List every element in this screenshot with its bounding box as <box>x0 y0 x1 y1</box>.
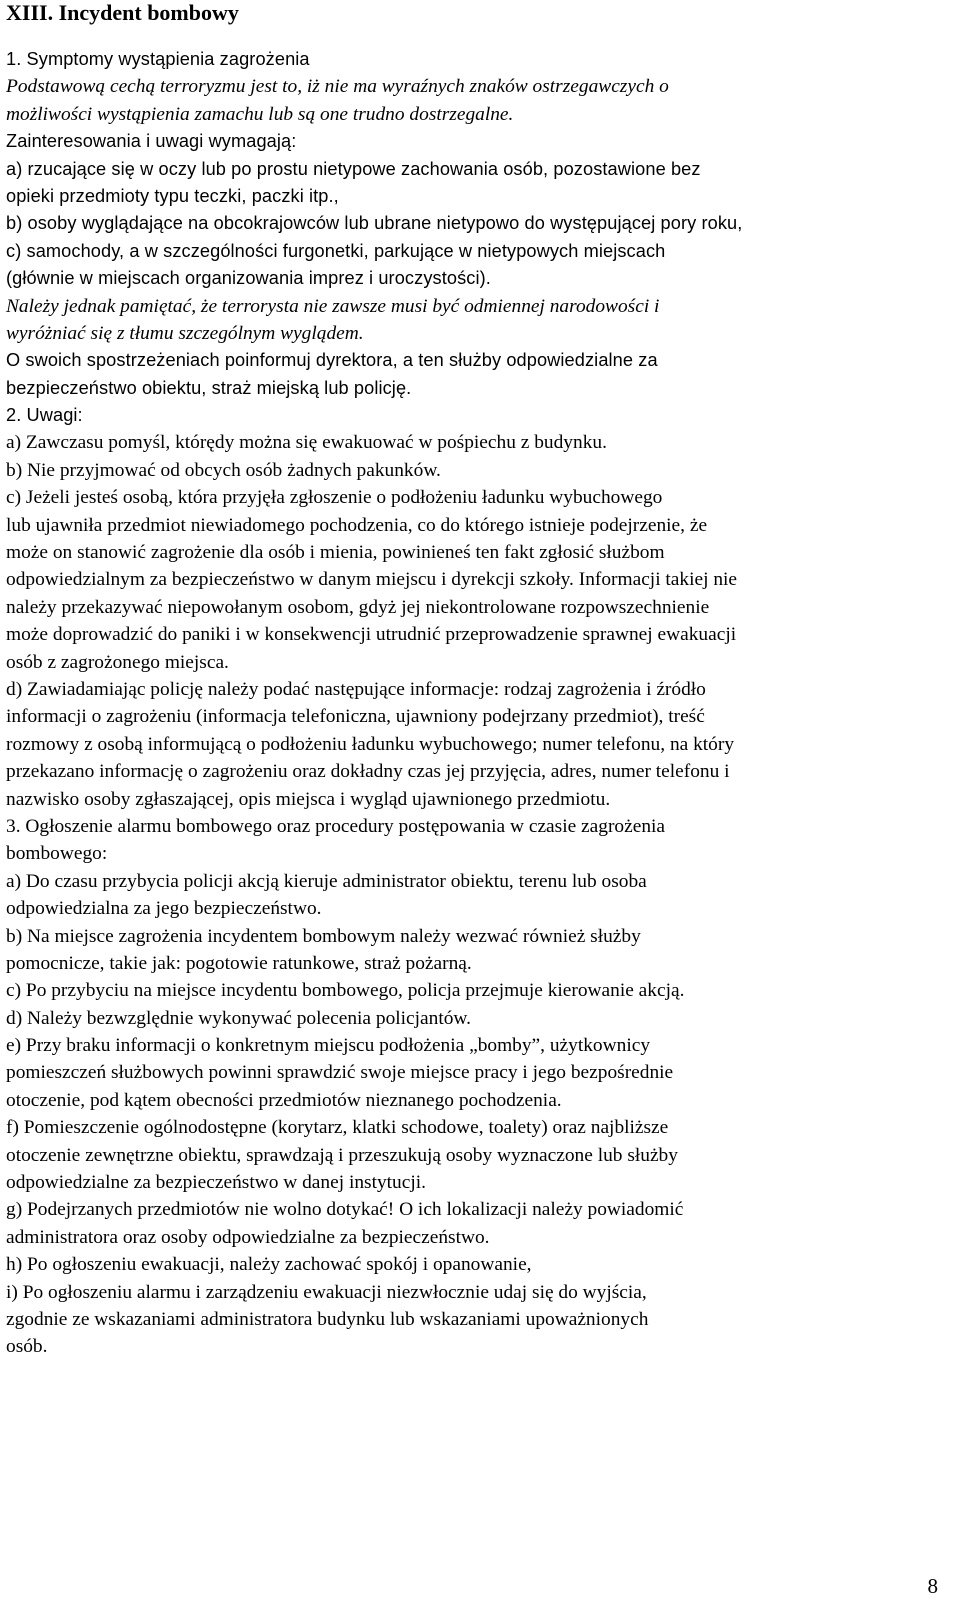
text-line: odpowiedzialna za jego bezpieczeństwo. <box>6 898 322 920</box>
text-line: zgodnie ze wskazaniami administratora budynku lub wskazaniami upoważnionych <box>6 1308 649 1330</box>
text-line: osób. <box>6 1336 48 1358</box>
text-line: 3. Ogłoszenie alarmu bombowego oraz procedury postępowania w czasie zagrożenia <box>6 815 666 837</box>
text-line: d) Należy bezwzględnie wykonywać polecenia policjantów. <box>6 1007 472 1029</box>
text-line: 1. Symptomy wystąpienia zagrożenia <box>6 49 310 69</box>
text-line: c) Po przybyciu na miejsce incydentu bombowego, policja przejmuje kierowanie akcją. <box>6 980 685 1002</box>
text-line: otoczenie, pod kątem obecności przedmiotów nieznanego pochodzenia. <box>6 1089 562 1111</box>
text-line: nazwisko osoby zgłaszającej, opis miejsca i wygląd ujawnionego przedmiotu. <box>6 788 611 810</box>
text-line: h) Po ogłoszeniu ewakuacji, należy zachować spokój i opanowanie, <box>6 1254 532 1276</box>
text-line: może doprowadzić do paniki i w konsekwencji utrudnić przeprowadzenie sprawnej ewakuacji <box>6 624 737 646</box>
text-line: a) rzucające się w oczy lub po prostu nietypowe zachowania osób, pozostawione bez <box>6 158 701 179</box>
text-line: 2. Uwagi: <box>6 405 83 426</box>
text-line: należy przekazywać niepowołanym osobom, gdyż jej niekontrolowane rozpowszechnienie <box>6 596 710 618</box>
text-line: c) Jeżeli jesteś osobą, która przyjęła zgłoszenie o podłożeniu ładunku wybuchowego <box>6 487 663 509</box>
text-line: odpowiedzialne za bezpieczeństwo w danej instytucji. <box>6 1172 426 1194</box>
text-line: bombowego: <box>6 843 108 865</box>
page-number: 8 <box>927 1574 938 1598</box>
text-line: możliwości wystąpienia zamachu lub są one trudno dostrzegalne. <box>6 103 514 125</box>
text-line: wyróżniać się z tłumu szczególnym wyglądem. <box>6 322 364 344</box>
text-line: opieki przedmioty typu teczki, paczki itp., <box>6 185 339 206</box>
text-line: przekazano informację o zagrożeniu oraz dokładny czas jej przyjęcia, adres, numer telefonu i <box>6 761 730 783</box>
text-line: O swoich spostrzeżeniach poinformuj dyrektora, a ten służby odpowiedzialne za <box>6 350 658 371</box>
text-line: g) Podejrzanych przedmiotów nie wolno dotykać! O ich lokalizacji należy powiadomić <box>6 1199 684 1221</box>
text-line: osób z zagrożonego miejsca. <box>6 651 229 673</box>
text-line: informacji o zagrożeniu (informacja telefoniczna, ujawniony podejrzany przedmiot), treść <box>6 706 705 728</box>
text-line: może on stanowić zagrożenie dla osób i mienia, powinieneś ten fakt zgłosić służbom <box>6 542 665 564</box>
text-line: e) Przy braku informacji o konkretnym miejscu podłożenia „bomby”, użytkownicy <box>6 1035 651 1057</box>
document-page <box>6 0 954 1361</box>
text-line: b) Na miejsce zagrożenia incydentem bombowym należy wezwać również służby <box>6 925 641 947</box>
text-line: bezpieczeństwo obiektu, straż miejską lub policję. <box>6 377 412 398</box>
text-line: odpowiedzialnym za bezpieczeństwo w danym miejscu i dyrekcji szkoły. Informacji takiej nie <box>6 569 738 591</box>
text-line: otoczenie zewnętrzne obiektu, sprawdzają i przeszukują osoby wyznaczone lub służby <box>6 1144 678 1166</box>
text-line: b) Nie przyjmować od obcych osób żadnych pakunków. <box>6 459 441 481</box>
text-line: d) Zawiadamiając policję należy podać następujące informacje: rodzaj zagrożenia i źródło <box>6 678 706 700</box>
section-title: XIII. Incydent bombowy <box>6 0 239 25</box>
text-line: (głównie w miejscach organizowania imprez i uroczystości). <box>6 268 491 289</box>
text-line: lub ujawniła przedmiot niewiadomego pochodzenia, co do którego istnieje podejrzenie, że <box>6 514 708 536</box>
text-line: b) osoby wyglądające na obcokrajowców lub ubrane nietypowo do występującej pory roku, <box>6 213 743 234</box>
text-line: f) Pomieszczenie ogólnodostępne (korytarz, klatki schodowe, toalety) oraz najbliższe <box>6 1117 669 1139</box>
text-line: a) Zawczasu pomyśl, którędy można się ewakuować w pośpiechu z budynku. <box>6 432 607 454</box>
text-line: pomocnicze, takie jak: pogotowie ratunkowe, straż pożarną. <box>6 952 472 974</box>
text-line: i) Po ogłoszeniu alarmu i zarządzeniu ewakuacji niezwłocznie udaj się do wyjścia, <box>6 1281 647 1303</box>
text-line: c) samochody, a w szczególności furgonetki, parkujące w nietypowych miejscach <box>6 240 666 261</box>
text-line: a) Do czasu przybycia policji akcją kieruje administrator obiektu, terenu lub osoba <box>6 870 647 892</box>
document-body <box>6 46 954 1361</box>
text-line: Podstawową cechą terroryzmu jest to, iż nie ma wyraźnych znaków ostrzegawczych o <box>6 76 669 98</box>
text-line: Należy jednak pamiętać, że terrorysta nie zawsze musi być odmiennej narodowości i <box>6 295 660 317</box>
text-line: rozmowy z osobą informującą o podłożeniu ładunku wybuchowego; numer telefonu, na który <box>6 733 735 755</box>
text-line: pomieszczeń służbowych powinni sprawdzić swoje miejsce pracy i jego bezpośrednie <box>6 1062 674 1084</box>
text-line: Zainteresowania i uwagi wymagają: <box>6 131 297 152</box>
text-line: administratora oraz osoby odpowiedzialne za bezpieczeństwo. <box>6 1226 490 1248</box>
